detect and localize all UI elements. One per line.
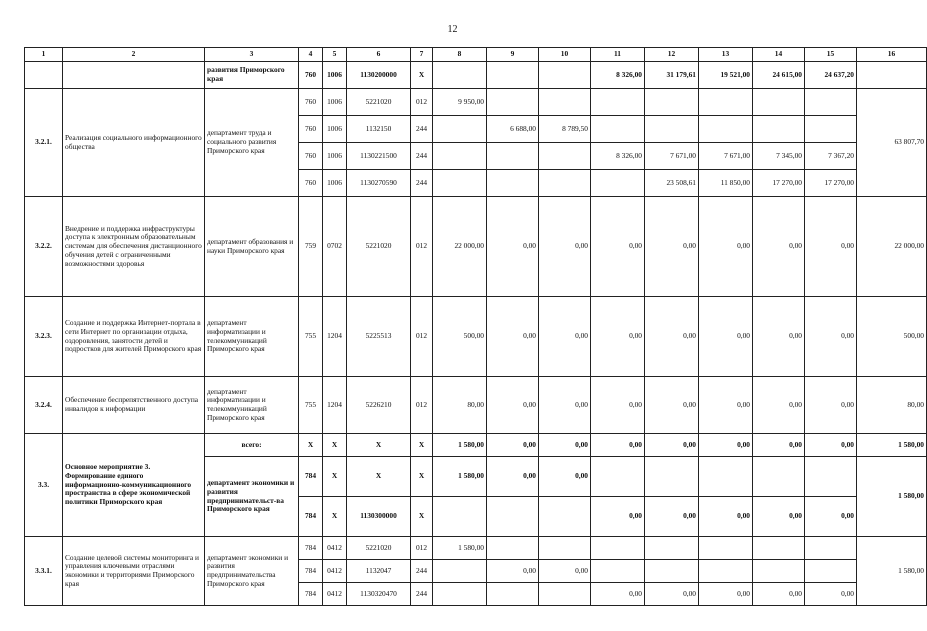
- cell: [753, 457, 805, 497]
- cell: 5221020: [347, 89, 411, 116]
- cell: 012: [411, 377, 433, 434]
- cell: 784: [299, 497, 323, 537]
- cell: 0,00: [487, 297, 539, 377]
- cell: 1132047: [347, 560, 411, 583]
- cell: 0,00: [487, 377, 539, 434]
- table-row: [25, 434, 927, 457]
- cell: 1130270590: [347, 170, 411, 197]
- cell: [539, 62, 591, 89]
- cell: 8 326,00: [591, 62, 645, 89]
- cell: 784: [299, 583, 323, 606]
- cell: 0412: [323, 537, 347, 560]
- cell: 1132150: [347, 116, 411, 143]
- cell: 8 789,50: [539, 116, 591, 143]
- cell: X: [347, 457, 411, 497]
- cell: 5225513: [347, 297, 411, 377]
- cell: 5226210: [347, 377, 411, 434]
- budget-table: [24, 47, 927, 606]
- cell: 0,00: [805, 197, 857, 297]
- column-number: 13: [699, 48, 753, 62]
- cell: X: [299, 434, 323, 457]
- cell: 7 671,00: [645, 143, 699, 170]
- cell: [591, 116, 645, 143]
- cell: [433, 497, 487, 537]
- cell: 1130221500: [347, 143, 411, 170]
- column-number: 9: [487, 48, 539, 62]
- cell: 0,00: [539, 377, 591, 434]
- cell: [699, 457, 753, 497]
- cell: 244: [411, 170, 433, 197]
- item-name: Внедрение и поддержка инфраструктуры доступа к электронным образовательным системам для обеспечения дистанционного обучения детей с ограниченными возможностями здоровья: [63, 197, 205, 297]
- cell: 784: [299, 457, 323, 497]
- cell: 0,00: [591, 497, 645, 537]
- cell: [645, 537, 699, 560]
- cell: [645, 89, 699, 116]
- cell: 0,00: [591, 377, 645, 434]
- cell: 0,00: [805, 434, 857, 457]
- item-number: 3.3.: [25, 434, 63, 537]
- cell: 0,00: [699, 197, 753, 297]
- column-number: 14: [753, 48, 805, 62]
- cell: 1130320470: [347, 583, 411, 606]
- cell: 5221020: [347, 537, 411, 560]
- cell: 0,00: [487, 197, 539, 297]
- cell: [645, 116, 699, 143]
- cell: 17 270,00: [805, 170, 857, 197]
- column-number: 7: [411, 48, 433, 62]
- cell: 6 688,00: [487, 116, 539, 143]
- cell: [63, 62, 205, 89]
- cell: 244: [411, 116, 433, 143]
- column-number: 16: [857, 48, 927, 62]
- cell: [805, 537, 857, 560]
- table-row: [25, 62, 927, 89]
- cell: 0,00: [487, 434, 539, 457]
- cell: [433, 170, 487, 197]
- table-row: [25, 89, 927, 116]
- cell: 0412: [323, 560, 347, 583]
- cell: [433, 116, 487, 143]
- dept-cell: развития Приморского края: [205, 62, 299, 89]
- cell: 0,00: [753, 297, 805, 377]
- table-row: [25, 377, 927, 434]
- column-number: 5: [323, 48, 347, 62]
- column-number: 6: [347, 48, 411, 62]
- cell: 1130300000: [347, 497, 411, 537]
- cell: 0,00: [699, 377, 753, 434]
- cell: 784: [299, 537, 323, 560]
- item-name: Создание целевой системы мониторинга и управления ключевыми отраслями экономики и территориями Приморского края: [63, 537, 205, 606]
- cell: 0,00: [699, 434, 753, 457]
- cell: 0,00: [539, 434, 591, 457]
- dept-cell: департамент информатизации и телекоммуникаций Приморского края: [205, 297, 299, 377]
- cell: 760: [299, 89, 323, 116]
- cell: 7 345,00: [753, 143, 805, 170]
- cell: [699, 89, 753, 116]
- cell: 0,00: [699, 297, 753, 377]
- column-number: 1: [25, 48, 63, 62]
- cell: 0,00: [591, 197, 645, 297]
- cell: 1006: [323, 89, 347, 116]
- cell: [487, 170, 539, 197]
- column-number: 2: [63, 48, 205, 62]
- cell: 760: [299, 143, 323, 170]
- cell: 0,00: [645, 197, 699, 297]
- cell: [753, 560, 805, 583]
- item-name: Основное мероприятие 3. Формирование единого информационно-коммуникационного пространства в сфере экономической политики Приморского края: [63, 434, 205, 537]
- cell: X: [323, 434, 347, 457]
- total-label: всего:: [205, 434, 299, 457]
- cell: [487, 583, 539, 606]
- cell: 0,00: [591, 583, 645, 606]
- column-number: 8: [433, 48, 487, 62]
- item-name: Создание и поддержка Интернет-портала в сети Интернет по организации отдыха, оздоровления, занятости детей и подростков для жителей Приморского края: [63, 297, 205, 377]
- cell: [591, 560, 645, 583]
- total-cell: 63 807,70: [857, 89, 927, 197]
- cell: [539, 89, 591, 116]
- cell: [487, 143, 539, 170]
- cell: [805, 89, 857, 116]
- page-number: 12: [447, 24, 458, 35]
- cell: 1 580,00: [433, 537, 487, 560]
- cell: 244: [411, 583, 433, 606]
- cell: [433, 583, 487, 606]
- cell: [487, 497, 539, 537]
- cell: 755: [299, 377, 323, 434]
- column-number: 11: [591, 48, 645, 62]
- cell: 7 671,00: [699, 143, 753, 170]
- cell: 0,00: [699, 497, 753, 537]
- cell: 0,00: [645, 434, 699, 457]
- cell: 0,00: [539, 560, 591, 583]
- cell: 0,00: [753, 197, 805, 297]
- cell: 22 000,00: [433, 197, 487, 297]
- cell: 1006: [323, 143, 347, 170]
- cell: 0,00: [539, 197, 591, 297]
- cell: 5221020: [347, 197, 411, 297]
- cell: 11 850,00: [699, 170, 753, 197]
- cell: [699, 560, 753, 583]
- cell: 244: [411, 560, 433, 583]
- cell: X: [411, 62, 433, 89]
- cell: 1130200000: [347, 62, 411, 89]
- cell: 0,00: [487, 560, 539, 583]
- cell: [25, 62, 63, 89]
- cell: [487, 89, 539, 116]
- cell: [753, 537, 805, 560]
- cell: 1006: [323, 62, 347, 89]
- cell: 23 508,61: [645, 170, 699, 197]
- cell: 759: [299, 197, 323, 297]
- dept-cell: департамент экономики и развития предпринимательст-ва Приморского края: [205, 457, 299, 537]
- cell: [699, 537, 753, 560]
- column-number: 15: [805, 48, 857, 62]
- cell: 1204: [323, 297, 347, 377]
- item-name: Обеспечение беспрепятственного доступа инвалидов к информации: [63, 377, 205, 434]
- column-number: 4: [299, 48, 323, 62]
- cell: 1 580,00: [433, 457, 487, 497]
- cell: [753, 116, 805, 143]
- cell: 0,00: [645, 583, 699, 606]
- cell: 0,00: [591, 434, 645, 457]
- cell: X: [323, 457, 347, 497]
- column-number: 12: [645, 48, 699, 62]
- cell: 0,00: [753, 583, 805, 606]
- cell: [805, 116, 857, 143]
- dept-cell: департамент труда и социального развития Приморского края: [205, 89, 299, 197]
- cell: 0,00: [805, 583, 857, 606]
- cell: 0,00: [487, 457, 539, 497]
- cell: 0,00: [645, 497, 699, 537]
- cell: 0,00: [753, 434, 805, 457]
- cell: 7 367,20: [805, 143, 857, 170]
- cell: 0,00: [539, 297, 591, 377]
- cell: 0,00: [591, 297, 645, 377]
- cell: X: [411, 497, 433, 537]
- cell: [433, 560, 487, 583]
- item-number: 3.2.4.: [25, 377, 63, 434]
- column-header-row: [25, 48, 927, 62]
- total-cell: 1 580,00: [857, 434, 927, 457]
- total-cell: 22 000,00: [857, 197, 927, 297]
- table-row: [25, 537, 927, 560]
- cell: 784: [299, 560, 323, 583]
- cell: [539, 537, 591, 560]
- cell: [591, 89, 645, 116]
- column-number: 3: [205, 48, 299, 62]
- item-number: 3.2.2.: [25, 197, 63, 297]
- item-number: 3.2.3.: [25, 297, 63, 377]
- cell: X: [323, 497, 347, 537]
- cell: 8 326,00: [591, 143, 645, 170]
- total-cell: 1 580,00: [857, 537, 927, 606]
- cell: 24 637,20: [805, 62, 857, 89]
- cell: X: [411, 434, 433, 457]
- cell: 0,00: [805, 377, 857, 434]
- cell: 1204: [323, 377, 347, 434]
- cell: [753, 89, 805, 116]
- total-cell: 80,00: [857, 377, 927, 434]
- cell: [857, 62, 927, 89]
- cell: 760: [299, 62, 323, 89]
- cell: X: [411, 457, 433, 497]
- cell: 500,00: [433, 297, 487, 377]
- cell: 9 950,00: [433, 89, 487, 116]
- cell: 80,00: [433, 377, 487, 434]
- cell: [805, 457, 857, 497]
- cell: 012: [411, 197, 433, 297]
- cell: [539, 143, 591, 170]
- cell: [591, 457, 645, 497]
- item-name: Реализация социального информационного общества: [63, 89, 205, 197]
- cell: [487, 62, 539, 89]
- cell: 24 615,00: [753, 62, 805, 89]
- cell: [487, 537, 539, 560]
- cell: 1006: [323, 116, 347, 143]
- cell: 1006: [323, 170, 347, 197]
- cell: [591, 537, 645, 560]
- dept-cell: департамент образования и науки Приморского края: [205, 197, 299, 297]
- cell: 0,00: [645, 297, 699, 377]
- cell: 012: [411, 537, 433, 560]
- cell: 0,00: [753, 377, 805, 434]
- cell: 0,00: [753, 497, 805, 537]
- cell: 012: [411, 89, 433, 116]
- cell: [699, 116, 753, 143]
- cell: [433, 143, 487, 170]
- cell: [433, 62, 487, 89]
- cell: 0,00: [539, 457, 591, 497]
- cell: 760: [299, 116, 323, 143]
- cell: [539, 497, 591, 537]
- item-number: 3.3.1.: [25, 537, 63, 606]
- cell: 012: [411, 297, 433, 377]
- total-cell: 1 580,00: [857, 457, 927, 537]
- cell: [645, 560, 699, 583]
- cell: [591, 170, 645, 197]
- cell: 0412: [323, 583, 347, 606]
- cell: 760: [299, 170, 323, 197]
- cell: [539, 583, 591, 606]
- cell: X: [347, 434, 411, 457]
- cell: 755: [299, 297, 323, 377]
- cell: [805, 560, 857, 583]
- cell: 0,00: [645, 377, 699, 434]
- cell: 1 580,00: [433, 434, 487, 457]
- table-row: [25, 197, 927, 297]
- cell: [645, 457, 699, 497]
- item-number: 3.2.1.: [25, 89, 63, 197]
- cell: 0,00: [805, 497, 857, 537]
- table-row: [25, 297, 927, 377]
- total-cell: 500,00: [857, 297, 927, 377]
- dept-cell: департамент информатизации и телекоммуникаций Приморского края: [205, 377, 299, 434]
- dept-cell: департамент экономики и развития предпринимательства Приморского края: [205, 537, 299, 606]
- cell: 31 179,61: [645, 62, 699, 89]
- cell: 19 521,00: [699, 62, 753, 89]
- column-number: 10: [539, 48, 591, 62]
- cell: 244: [411, 143, 433, 170]
- cell: [539, 170, 591, 197]
- cell: 0,00: [805, 297, 857, 377]
- cell: 17 270,00: [753, 170, 805, 197]
- cell: 0702: [323, 197, 347, 297]
- cell: 0,00: [699, 583, 753, 606]
